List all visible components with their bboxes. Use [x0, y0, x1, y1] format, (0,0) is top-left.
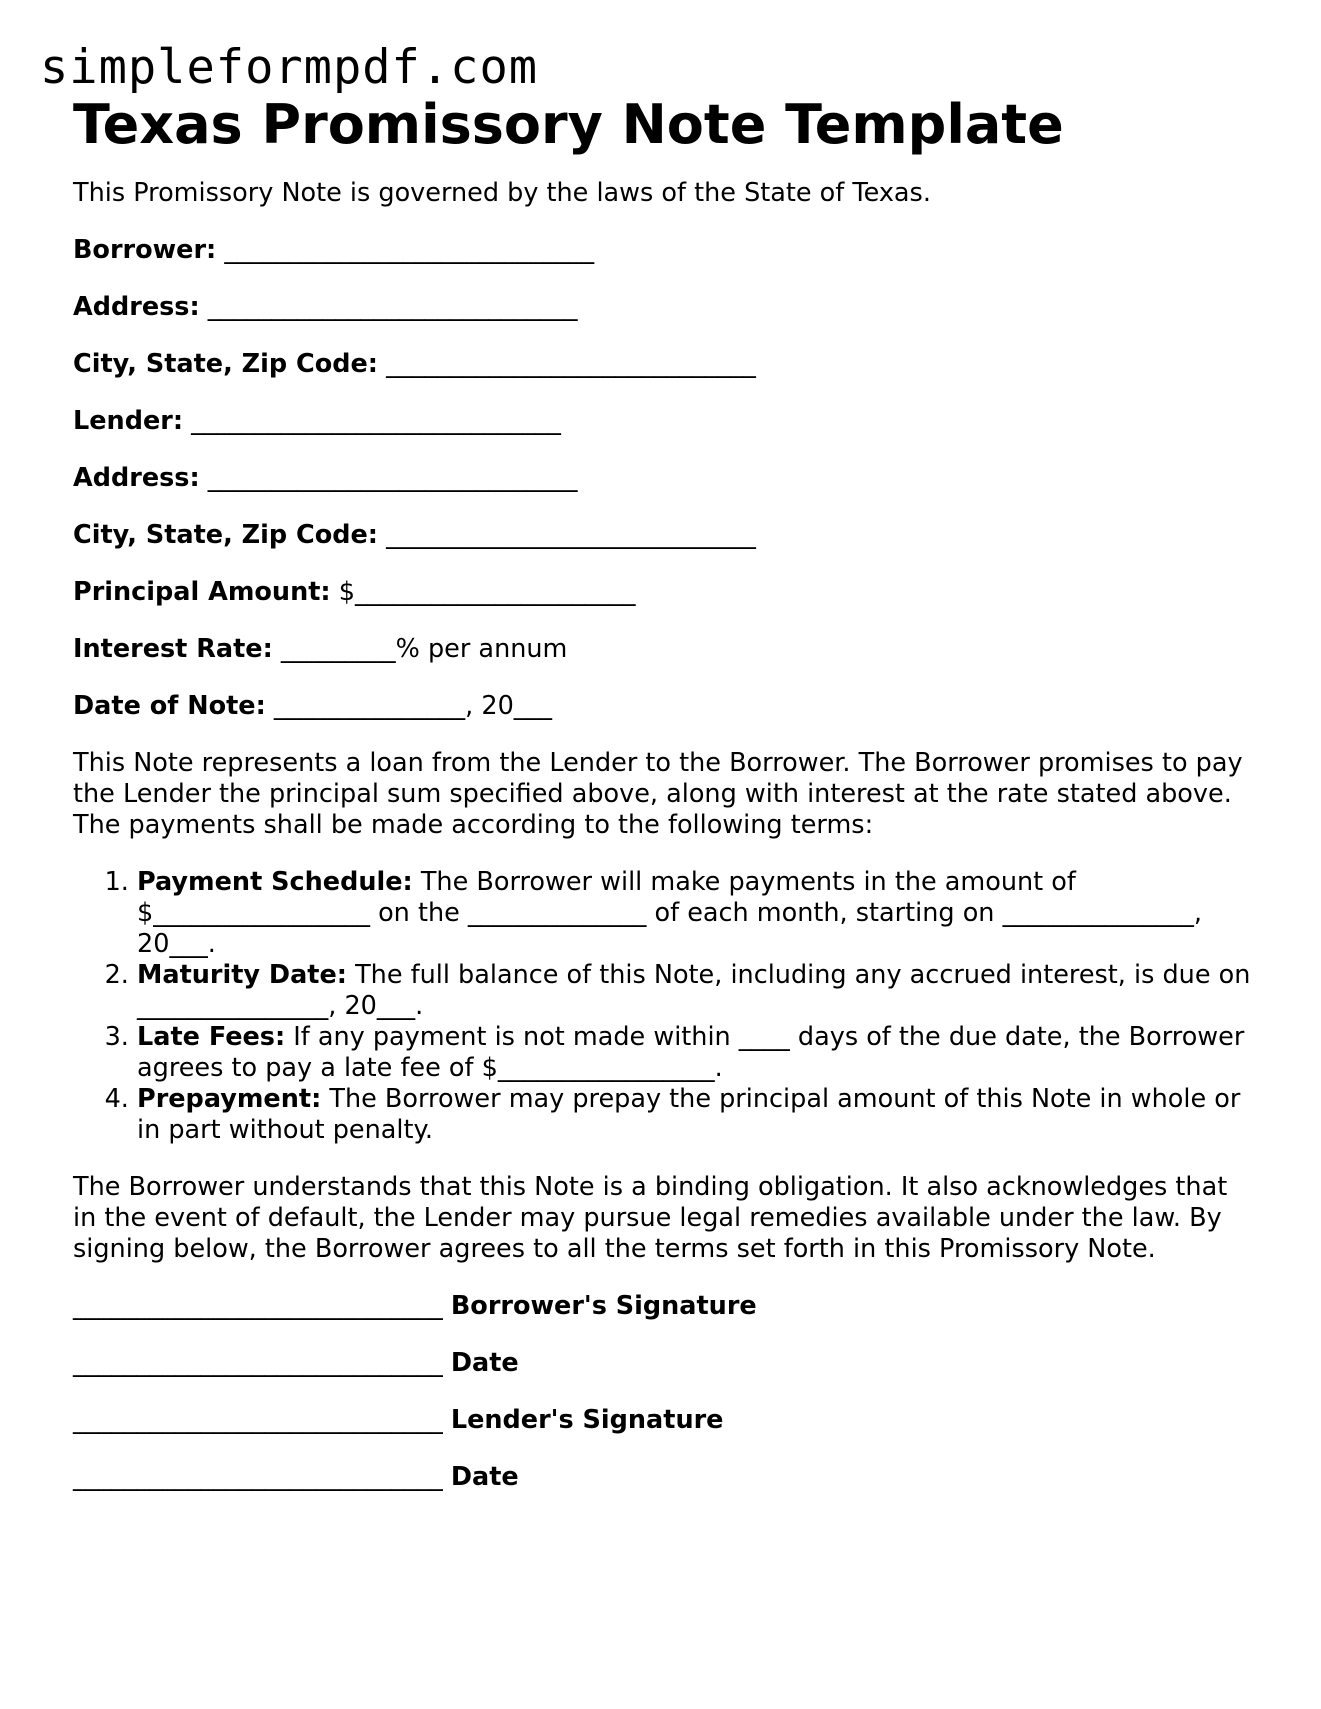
borrower-address-field	[73, 292, 1253, 323]
field-blank: _____________________________	[378, 349, 756, 379]
field-label: City, State, Zip Code:	[73, 520, 379, 550]
signature-label: Date	[450, 1348, 519, 1378]
interest-rate-field	[73, 634, 1253, 665]
term-title: Late Fees:	[137, 1022, 286, 1052]
lender-city-state-zip-field	[73, 520, 1253, 551]
closing-paragraph: The Borrower understands that this Note is a binding obligation. It also acknowledges that in the event of default, the Lender may pursue legal remedies available under the law. By signing below, the Borrower agrees to all the terms set forth in this Promissory Note.	[73, 1172, 1228, 1264]
signature-label: Lender's Signature	[450, 1405, 724, 1435]
field-label: Lender:	[73, 406, 184, 436]
term-text: The full balance of this Note, including any accrued interest, is due on _______________, 20___.	[137, 960, 1251, 1021]
term-maturity-date	[137, 960, 1253, 1022]
field-label: City, State, Zip Code:	[73, 349, 379, 379]
term-title: Payment Schedule:	[137, 867, 413, 897]
signature-blank: _____________________________	[73, 1291, 443, 1321]
terms-list	[73, 867, 1253, 1146]
field-label: Borrower:	[73, 235, 217, 265]
field-blank: _____________________________	[216, 235, 595, 265]
borrower-signature-line	[73, 1291, 1253, 1322]
document-title: Texas Promissory Note Template	[73, 93, 1064, 156]
field-blank: _____________________________	[183, 406, 561, 436]
field-label: Address:	[73, 292, 200, 322]
document-body	[73, 178, 1253, 1493]
intro-text: This Promissory Note is governed by the laws of the State of Texas.	[73, 178, 931, 208]
signature-label: Borrower's Signature	[450, 1291, 757, 1321]
field-label: Date of Note:	[73, 691, 266, 721]
lender-field	[73, 406, 1253, 437]
field-blank: _____________________________	[378, 520, 756, 550]
field-blank: $______________________	[330, 577, 636, 607]
field-label: Principal Amount:	[73, 577, 331, 607]
loan-terms-paragraph: This Note represents a loan from the Lender to the Borrower. The Borrower promises to pay the Lender the principal sum specified above, along with interest at the rate stated above. The payments shall be made according to the following terms:	[73, 748, 1243, 840]
watermark: simpleformpdf.com	[40, 40, 539, 95]
signature-blank: _____________________________	[73, 1462, 443, 1492]
field-blank: _________% per annum	[272, 634, 568, 664]
lender-date-line	[73, 1462, 1253, 1493]
signature-label: Date	[450, 1462, 519, 1492]
term-prepayment	[137, 1084, 1253, 1146]
term-text: The Borrower will make payments in the amount of $_________________ on the ______________ of each month, starting on _______________, 20___.	[137, 867, 1202, 959]
lender-signature-line	[73, 1405, 1253, 1436]
field-label: Address:	[73, 463, 200, 493]
field-blank: _______________, 20___	[265, 691, 553, 721]
borrower-field	[73, 235, 1253, 266]
term-late-fees	[137, 1022, 1253, 1084]
term-text: If any payment is not made within ____ days of the due date, the Borrower agrees to pay a late fee of $_________________.	[137, 1022, 1245, 1083]
borrower-city-state-zip-field	[73, 349, 1253, 380]
term-payment-schedule	[137, 867, 1253, 960]
term-title: Prepayment:	[137, 1084, 322, 1114]
document-page	[73, 92, 1253, 1493]
signature-blank: _____________________________	[73, 1405, 443, 1435]
borrower-date-line	[73, 1348, 1253, 1379]
principal-amount-field	[73, 577, 1253, 608]
field-label: Interest Rate:	[73, 634, 273, 664]
date-of-note-field	[73, 691, 1253, 722]
signature-blank: _____________________________	[73, 1348, 443, 1378]
term-text: The Borrower may prepay the principal amount of this Note in whole or in part without penalty.	[137, 1084, 1241, 1145]
term-title: Maturity Date:	[137, 960, 347, 990]
field-blank: _____________________________	[199, 463, 578, 493]
lender-address-field	[73, 463, 1253, 494]
field-blank: _____________________________	[199, 292, 578, 322]
